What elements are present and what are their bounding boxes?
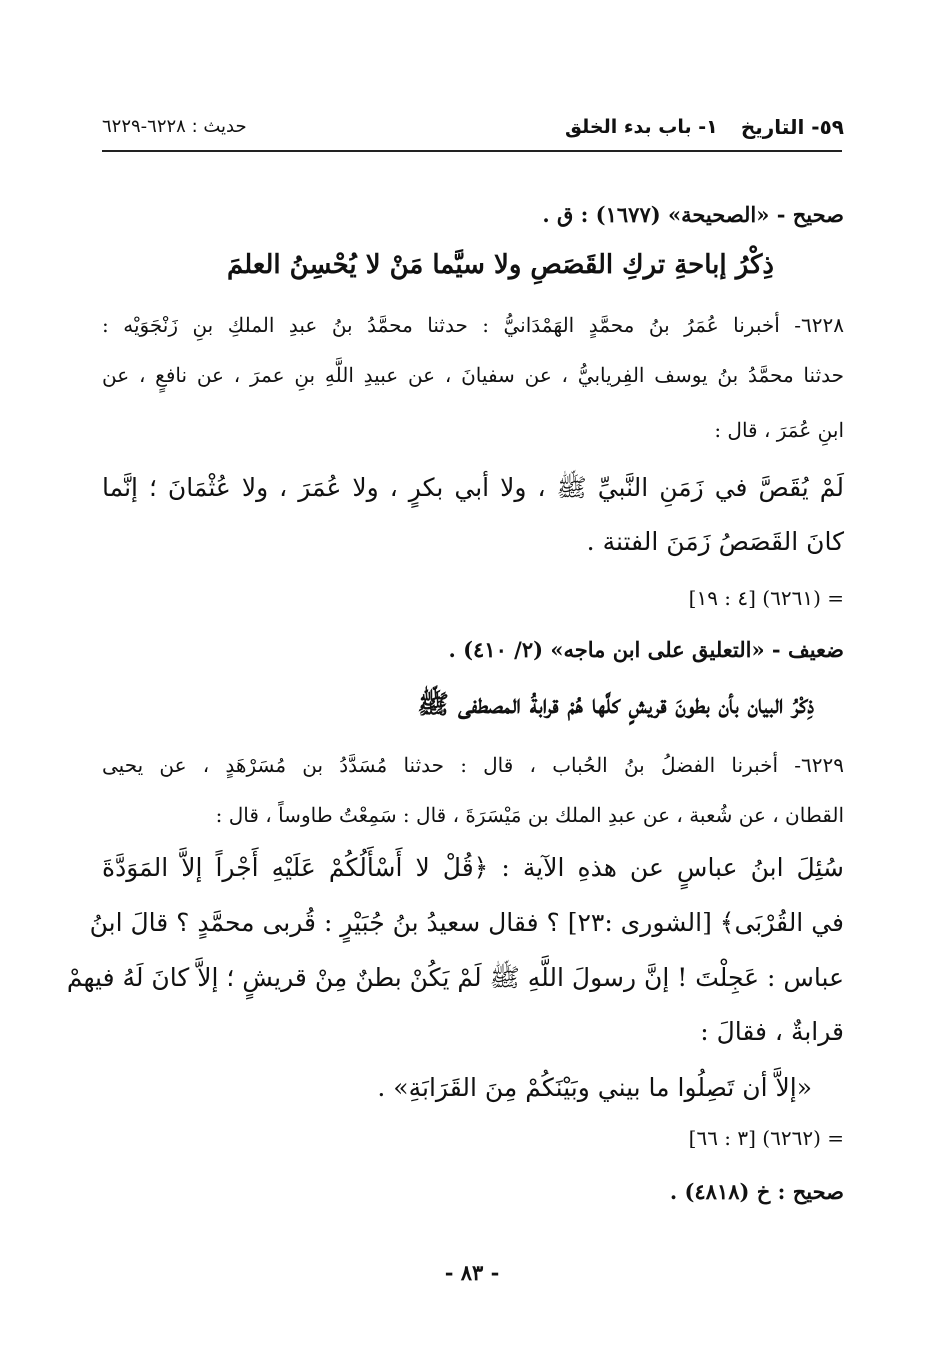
isnad-line: ٦٢٢٨- أخبرنا عُمَرُ بنُ محمَّدٍ الهَمْدَانيُّ : حدثنا محمَّدُ بنُ عبدِ الملكِ بنِ زَنْجَوَيْه :	[102, 313, 844, 337]
matn-line: قرابةٌ ، فقالَ :	[700, 1017, 844, 1046]
isnad-line: ابنِ عُمَرَ ، قال :	[714, 418, 844, 442]
reference-line: = (٦٢٦١) [٤ : ١٩]	[688, 586, 844, 610]
matn-line: لَمْ يُقَصَّ في زَمَنِ النَّبيِّ ﷺ ، ولا أبي بكرٍ ، ولا عُمَرَ ، ولا عُثْمَانَ ؛ إنَّما	[102, 473, 844, 502]
matn-line: في القُرْبَى﴾ [الشورى :٢٣] ؟ فقال سعيدُ بنُ جُبَيْرٍ : قُربى محمَّدٍ ؟ قالَ ابنُ	[89, 908, 844, 937]
isnad-line: ٦٢٢٩- أخبرنا الفضلُ بنُ الحُباب ، قال : حدثنا مُسَدَّدُ بن مُسَرْهَدٍ ، عن يحيى	[102, 753, 844, 777]
matn-line: «إلاَّ أن تَصِلُوا ما بيني وبَيْنَكُمْ مِنَ القَرَابَةِ» .	[377, 1073, 812, 1102]
reference-line: = (٦٢٦٢) [٣ : ٦٦]	[688, 1126, 844, 1150]
matn-line: سُئِلَ ابنُ عباسٍ عن هذهِ الآية : ﴿قُلْ لا أَسْأَلُكُمْ عَلَيْهِ أَجْراً إلاَّ المَوَدَّةَ	[102, 853, 844, 882]
header-section: ١- باب بدء الخلق	[565, 116, 718, 138]
header-hadith-range: حديث : ٦٢٢٨-٦٢٢٩	[102, 116, 247, 137]
header-rule	[102, 150, 842, 152]
isnad-line: القطان ، عن شُعبة ، عن عبدِ الملك بن مَيْسَرَةَ ، قال : سَمِعْتُ طاوساً ، قال :	[215, 803, 844, 827]
chapter-heading: ذِكْرُ إباحةِ تركِ القَصَصِ ولا سيَّما مَنْ لا يُحْسِنُ العلمَ	[227, 250, 774, 280]
grade-line: صحيح - «الصحيحة» (١٦٧٧) : ق .	[542, 202, 844, 227]
grade-line: ضعيف - «التعليق على ابن ماجه» (٢/ ٤١٠) .	[448, 637, 844, 662]
header-chapter: ٥٩- التاريخ	[740, 115, 844, 139]
page-number: - ٨٣ -	[444, 1260, 500, 1285]
grade-line: صحيح : خ (٤٨١٨) .	[669, 1179, 844, 1204]
matn-line: عباس : عَجِلْتَ ! إنَّ رسولَ اللَّهِ ﷺ لَمْ يَكُنْ بطنٌ مِنْ قريشٍ ؛ إلاَّ كانَ لَهُ فيهمْ	[66, 963, 844, 992]
isnad-line: حدثنا محمَّدُ بنُ يوسف الفِريابيُّ ، عن سفيانَ ، عن عبيدِ اللَّهِ بنِ عمرَ ، عن نافعٍ ، عن	[102, 363, 844, 387]
matn-line: كانَ القَصَصُ زَمَنَ الفتنة .	[586, 527, 844, 556]
chapter-heading: ذِكْرُ البيان بأن بطونَ قريشٍ كلَّها هُمْ قرابةُ المصطفى ﷺ	[417, 690, 814, 720]
